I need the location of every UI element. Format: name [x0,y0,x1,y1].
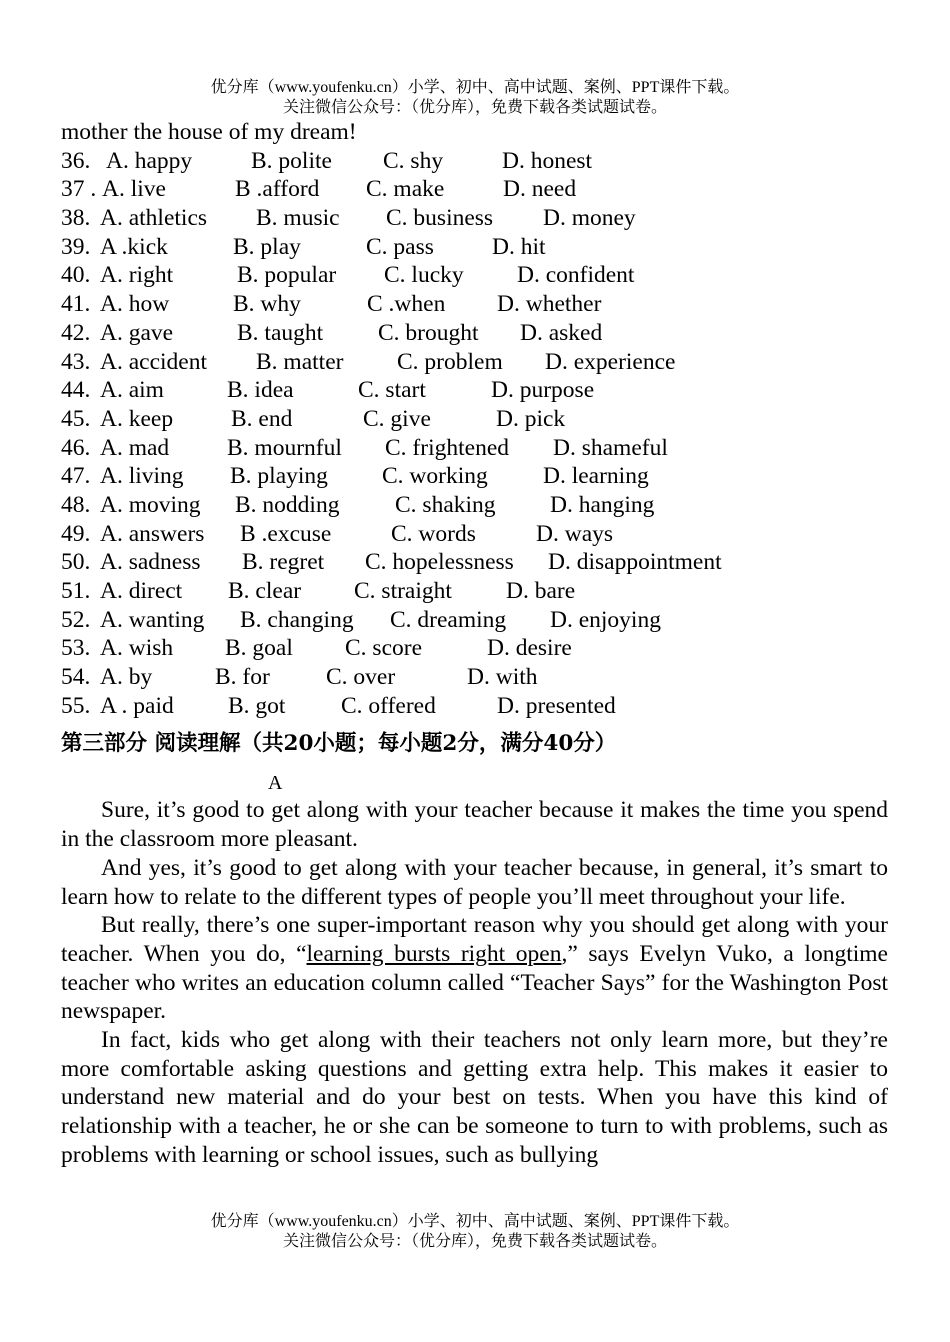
question-row [61,376,888,405]
option-d: D. asked [520,319,603,346]
option-c: C. shaking [395,491,496,518]
question-row [61,520,888,549]
question-number: 41. [61,291,91,318]
option-a: A. direct [100,578,183,605]
question-number: 45. [61,405,91,432]
paragraph-3-text-b: ,” says Evelyn Vuko, a longtime teacher who writes an education column called “Teacher Says” for the Washington Post newspaper. [61,940,888,1025]
option-b: B. regret [242,549,325,576]
question-row [61,405,888,434]
option-a: A. athletics [100,205,208,232]
option-b: B .afford [235,176,320,203]
option-a: A. answers [100,520,205,547]
question-row [61,548,888,577]
option-d: D. honest [502,147,593,174]
option-b: B. clear [228,578,302,605]
option-a: A. living [100,463,184,490]
question-list [61,147,888,721]
page-footer [0,1212,950,1252]
option-d: D. ways [536,520,614,547]
option-a: A .kick [100,233,168,260]
option-a: A. gave [100,319,174,346]
question-row [61,290,888,319]
paragraph-1: Sure, it’s good to get along with your teacher because it makes the time you spend in the classroom more pleasant. [61,797,888,853]
option-b: B. for [215,664,270,691]
option-c: C. dreaming [390,606,507,633]
option-d: D. hit [492,233,546,260]
question-row [61,692,888,721]
option-d: D. pick [496,405,566,432]
page-content [61,118,888,1170]
option-a: A. how [100,291,170,318]
question-number: 39. [61,233,91,260]
option-c: C. brought [378,319,479,346]
option-b: B. matter [256,348,344,375]
option-c: C. pass [366,233,434,260]
footer-line-1: 优分库（www.youfenku.cn）小学、初中、高中试题、案例、PPT课件下载。 [210,1213,740,1230]
option-c: C. working [382,463,488,490]
option-b: B. polite [251,147,332,174]
option-a: A. sadness [100,549,201,576]
question-number: 42. [61,319,91,346]
question-number: 40. [61,262,91,289]
option-a: A . paid [100,692,174,719]
option-d: D. hanging [550,491,655,518]
question-row [61,204,888,233]
option-c: C. over [326,664,396,691]
option-d: D. money [543,205,636,232]
option-c: C. make [366,176,445,203]
question-number: 49. [61,520,91,547]
option-a: A. by [100,664,153,691]
option-b: B. end [231,405,293,432]
option-a: A. keep [100,405,174,432]
option-c: C. score [345,635,423,662]
option-d: D. experience [545,348,676,375]
header-line-1: 优分库（www.youfenku.cn）小学、初中、高中试题、案例、PPT课件下载。 [210,79,740,96]
page-header [0,78,950,118]
question-row [61,348,888,377]
option-d: D. whether [497,291,602,318]
question-row [61,261,888,290]
underlined-phrase: learning bursts right open [306,940,562,967]
option-d: D. confident [517,262,635,289]
option-c: C. shy [383,147,444,174]
question-row [61,233,888,262]
option-c: C. lucky [384,262,464,289]
option-a: A. accident [100,348,208,375]
option-d: D. bare [506,578,576,605]
option-c: C. straight [354,578,452,605]
paragraph-3 [61,911,888,1026]
passage-label: A [268,772,283,795]
question-row [61,663,888,692]
question-number: 48. [61,491,91,518]
option-c: C. frightened [385,434,509,461]
question-row [61,319,888,348]
question-row [61,577,888,606]
option-b: B. goal [225,635,293,662]
paragraph-4: In fact, kids who get along with their teachers not only learn more, but they’re more comfortable asking questions and getting extra help. This makes it easier to understand new material and do your best on tests. When you have this kind of relationship with a teacher, he or she can be someone to turn to with problems, such as problems with learning or school issues, such as bullying [61,1027,888,1168]
option-b: B. why [233,291,301,318]
carryover-line: mother the house of my dream! [61,119,357,145]
question-row [61,147,888,176]
option-a: A. moving [100,491,201,518]
option-b: B. playing [230,463,328,490]
footer-line-2: 关注微信公众号：（优分库），免费下载各类试题试卷。 [282,1233,667,1250]
option-a: A. wanting [100,606,205,633]
option-a: A. happy [106,147,193,174]
option-a: A. right [100,262,174,289]
option-d: D. with [467,664,538,691]
question-number: 44. [61,377,91,404]
option-b: B. mournful [227,434,342,461]
question-row [61,175,888,204]
option-a: A. mad [100,434,170,461]
option-d: D. enjoying [550,606,661,633]
option-c: C. problem [397,348,503,375]
option-a: A. wish [100,635,174,662]
option-b: B. taught [237,319,324,346]
question-number: 51. [61,578,91,605]
paragraph-3-text-a: But really, there’s one super-important reason why you should get along with your teacher. When you do, “ [61,912,888,967]
option-d: D. presented [497,692,616,719]
option-d: D. need [503,176,577,203]
question-number: 37 . [61,176,97,203]
question-number: 46. [61,434,91,461]
question-number: 54. [61,664,91,691]
option-b: B. idea [227,377,294,404]
option-b: B. popular [237,262,337,289]
option-b: B .excuse [240,520,332,547]
option-c: C. business [386,205,494,232]
question-number: 47. [61,463,91,490]
question-number: 52. [61,606,91,633]
question-row [61,606,888,635]
option-c: C. hopelessness [365,549,514,576]
question-number: 36. [61,147,91,174]
section-title: 第三部分 阅读理解（共20小题；每小题2分，满分40分） [61,731,617,757]
paragraph-2: And yes, it’s good to get along with your teacher because, in general, it’s smart to learn how to relate to the different types of people you’ll meet throughout your life. [61,854,888,910]
option-d: D. desire [487,635,572,662]
option-c: C. start [358,377,426,404]
question-number: 55. [61,692,91,719]
option-d: D. learning [543,463,649,490]
question-row [61,634,888,663]
question-number: 38. [61,205,91,232]
question-row [61,434,888,463]
option-b: B. play [233,233,301,260]
question-row [61,462,888,491]
option-c: C .when [367,291,446,318]
option-c: C. offered [341,692,436,719]
option-a: A. live [102,176,166,203]
question-number: 43. [61,348,91,375]
option-b: B. music [256,205,340,232]
option-b: B. got [228,692,286,719]
question-number: 53. [61,635,91,662]
option-c: C. give [363,405,431,432]
question-number: 50. [61,549,91,576]
question-row [61,491,888,520]
option-d: D. disappointment [548,549,722,576]
option-d: D. purpose [491,377,595,404]
option-d: D. shameful [553,434,668,461]
option-a: A. aim [100,377,164,404]
option-c: C. words [391,520,476,547]
option-b: B. nodding [235,491,340,518]
option-b: B. changing [240,606,354,633]
header-line-2: 关注微信公众号：（优分库），免费下载各类试题试卷。 [282,99,667,116]
